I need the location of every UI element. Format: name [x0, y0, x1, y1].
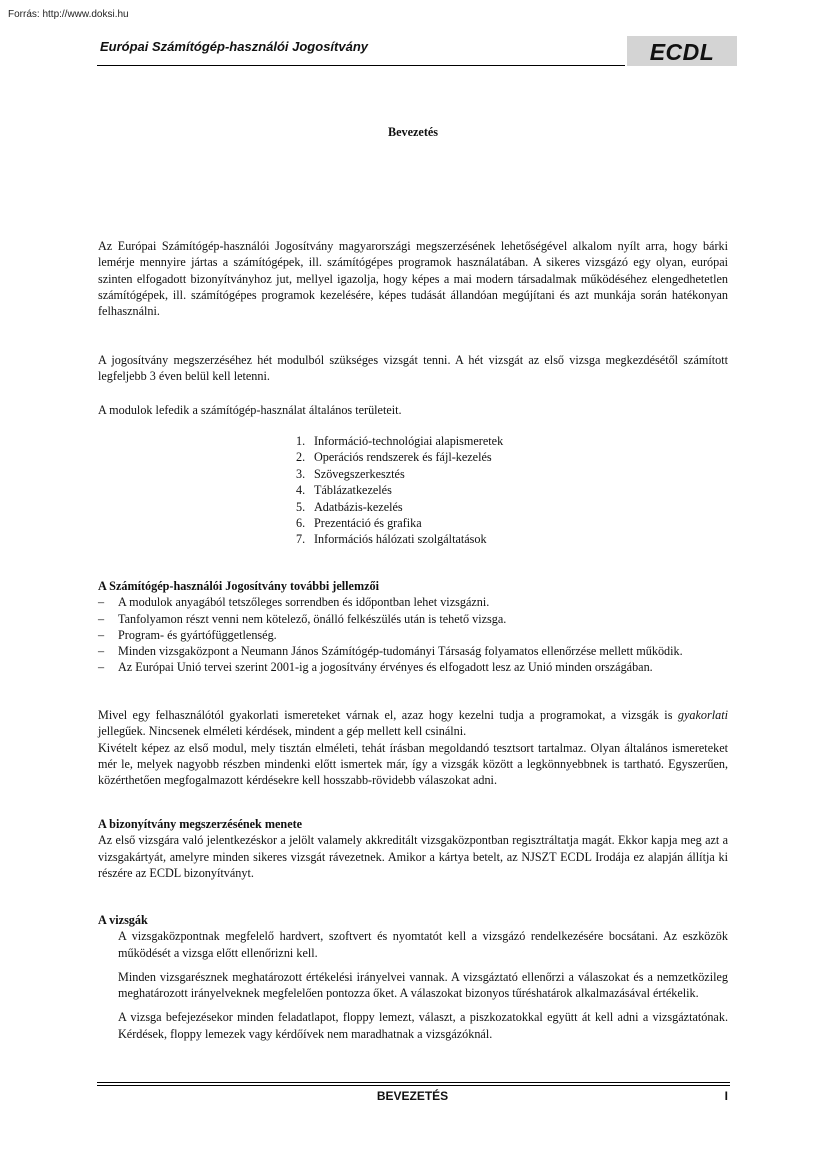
features-list: [98, 594, 728, 675]
list-item: – Az Európai Unió tervei szerint 2001-ig a jogosítvány érvényes és elfogadott lesz az Unió minden országában.: [98, 660, 653, 675]
footer-rule: [97, 1082, 730, 1083]
source-note: Forrás: http://www.doksi.hu: [8, 9, 129, 20]
header-title: Európai Számítógép-használói Jogosítvány: [100, 39, 368, 54]
footer-rule-double: [97, 1085, 730, 1086]
list-item: – Program- és gyártófüggetlenség.: [98, 627, 277, 642]
list-item: 1. Információ-technológiai alapismeretek: [296, 434, 504, 448]
exams-heading: A vizsgák: [98, 913, 148, 927]
exams-paragraph-2: Minden vizsgarésznek meghatározott értékelési irányelvei vannak. A vizsgáztató ellenőrzi a válaszokat és a nemzetközileg meghatározott irányelveknek megfelelően pontozza őket. A válaszokat bizonyos tűréshatárok alkalmazásával értékelik.: [118, 969, 728, 1001]
footer-page-number: I: [724, 1089, 728, 1103]
page-title: Bevezetés: [387, 125, 439, 139]
list-item: – Minden vizsgaközpont a Neumann János Számítógép-tudományi Társaság folyamatos ellenőrzése mellett működik.: [98, 644, 683, 659]
list-item: 7. Információs hálózati szolgáltatások: [296, 532, 487, 547]
modules-cover-paragraph: A modulok lefedik a számítógép-használat általános területeit.: [98, 403, 402, 417]
practical-paragraph: Mivel egy felhasználótól gyakorlati ismereteket várnak el, azaz hogy kezelni tudja a programokat, a vizsgák is gyakorlati jellegűek. Nincsenek elméleti kérdések, mindent a gép mellett kell csinálni.: [98, 708, 728, 739]
list-item: 5. Adatbázis-kezelés: [296, 499, 403, 514]
process-heading: A bizonyítvány megszerzésének menete: [98, 817, 303, 831]
header-rule: [97, 65, 625, 66]
footer-section-title: BEVEZETÉS: [376, 1089, 449, 1103]
list-item: 2. Operációs rendszerek és fájl-kezelés: [296, 450, 492, 465]
exams-paragraph-1: A vizsgaközpontnak megfelelő hardvert, szoftvert és nyomtatót kell a vizsgázó rendelkezésére bocsátani. Az eszközök működését a vizsga előtt ellenőrizni kell.: [118, 929, 728, 960]
features-heading: A Számítógép-használói Jogosítvány további jellemzői: [98, 579, 379, 593]
intro-paragraph: Az Európai Számítógép-használói Jogosítvány magyarországi megszerzésének lehetőségével alkalom nyílt arra, hogy bárki lemérje mennyire jártas a számítógépek, ill. számítógépes programok használatában. A sikeres vizsgázó egy olyan, európai szinten elfogadott bizonyítványhoz jut, mellyel igazolja, hogy képes a mai modern társadalmak működéséhez elengedhetetlen számítógépek, ill. számítógépes programok kezelésére, képes tudását állandóan megújítani és azt munkája során hatékonyan felhasználni.: [98, 239, 728, 319]
exams-paragraph-3: A vizsga befejezésekor minden feladatlapot, floppy lemezt, választ, a piszkozatokkal együtt át kell adni a vizsgáztatónak. Kérdések, floppy lemezek vagy kérdőívek nem maradhatnak a vizsgázóknál.: [118, 1010, 728, 1041]
list-item: 4. Táblázatkezelés: [296, 483, 392, 498]
practical-section: [98, 707, 728, 788]
process-section: [98, 816, 728, 881]
exams-section: [98, 912, 728, 1042]
features-section: [98, 578, 728, 676]
list-item: – A modulok anyagából tetszőleges sorrendben és időpontban lehet vizsgázni.: [98, 595, 490, 610]
list-item: 6. Prezentáció és grafika: [296, 515, 422, 530]
ecdl-badge: ECDL: [627, 36, 737, 66]
list-item: 3. Szövegszerkesztés: [296, 466, 405, 481]
list-item: – Tanfolyamon részt venni nem kötelező, önálló felkészülés után is tehető vizsga.: [98, 611, 507, 626]
modules-requirement-paragraph: A jogosítvány megszerzéséhez hét modulból szükséges vizsgát tenni. A hét vizsgát az első vizsga megkezdésétől számított legfeljebb 3 éven belül kell letenni.: [98, 353, 728, 384]
process-paragraph: Az első vizsgára való jelentkezéskor a jelölt valamely akkreditált vizsgaközpontban regisztráltatja magát. Ekkor kapja meg azt a vizsgakártyát, amelyre minden sikeres vizsgát rávezetnek. Amikor a kártya betelt, az NJSZT ECDL Irodája ez alapján állítja ki részére az ECDL bizonyítványt.: [98, 833, 728, 880]
exception-paragraph: Kivételt képez az első modul, mely tisztán elméleti, tehát írásban megoldandó tesztsort tartalmaz. Olyan általános ismereteket mér le, melyek nagyobb részben mindenki előtt ismertek már, így a vizsgák között a legkönnyebbnek is tartható. Egyszerűen, közérthetően megfogalmazott kérdésekre kell hosszabb-rövidebb válaszokat adni.: [98, 740, 728, 788]
modules-list: [296, 433, 503, 548]
